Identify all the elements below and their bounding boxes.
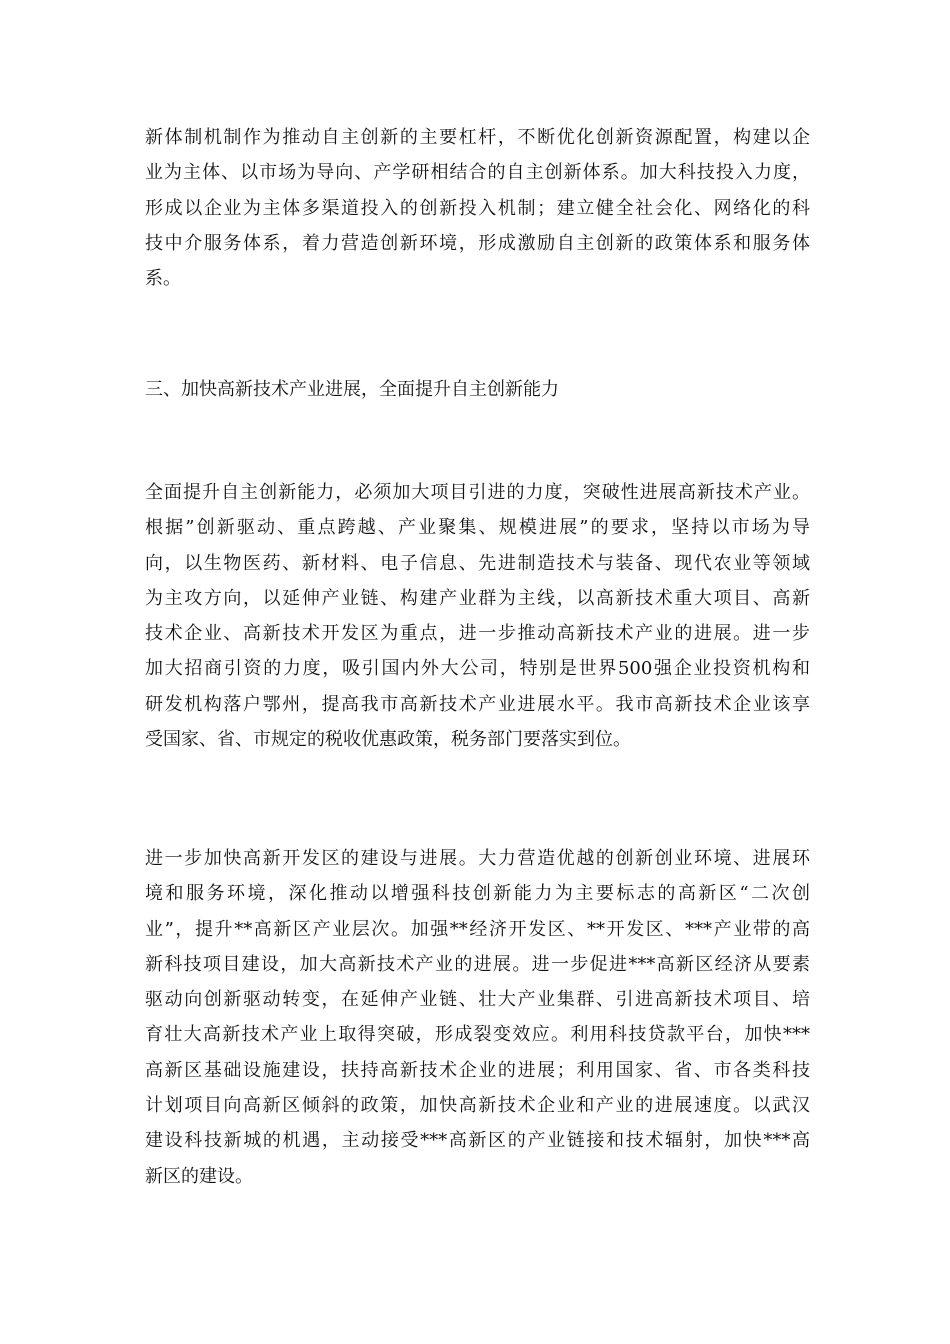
- text-line: 业”，提升**高新区产业层次。加强**经济开发区、**开发区、***产业带的高: [145, 918, 810, 940]
- text-line: 形成以企业为主体多渠道投入的创新投入机制；建立健全社会化、网络化的科: [145, 197, 810, 219]
- text-line: 新区的建设。: [145, 1165, 253, 1187]
- text-line: 技术企业、高新技术开发区为重点，进一步推动高新技术产业的进展。进一步: [145, 623, 810, 645]
- text-line: 境和服务环境，深化推动以增强科技创新能力为主要标志的高新区“二次创: [145, 883, 810, 905]
- section-heading: [145, 372, 810, 407]
- text-line: 为主攻方向，以延伸产业链、构建产业群为主线，以高新技术重大项目、高新: [145, 587, 810, 609]
- text-line: 研发机构落户鄂州，提高我市高新技术产业进展水平。我市高新技术企业该享: [145, 693, 810, 715]
- paragraph-1: [145, 120, 810, 296]
- text-line: 加大招商引资的力度，吸引国内外大公司，特别是世界500强企业投资机构和: [145, 658, 810, 680]
- text-line: 业为主体、以市场为导向、产学研相结合的自主创新体系。加大科技投入力度，: [145, 162, 810, 184]
- text-line: 进一步加快高新开发区的建设与进展。大力营造优越的创新创业环境、进展环: [145, 848, 810, 869]
- text-line: 育壮大高新技术产业上取得突破，形成裂变效应。利用科技贷款平台，加快***: [145, 1024, 810, 1046]
- text-line: 新体制机制作为推动自主创新的主要杠杆，不断优化创新资源配置，构建以企: [145, 127, 810, 148]
- text-line: 高新区基础设施建设，扶持高新技术企业的进展；利用国家、省、市各类科技: [145, 1059, 810, 1081]
- text-line: 驱动向创新驱动转变，在延伸产业链、壮大产业集群、引进高新技术项目、培: [145, 989, 810, 1011]
- text-line: 系。: [145, 268, 181, 290]
- paragraph-3: [145, 841, 810, 1194]
- paragraph-2: [145, 475, 810, 757]
- text-line: 根据”创新驱动、重点跨越、产业聚集、规模进展”的要求，坚持以市场为导: [145, 517, 810, 539]
- text-line: 向，以生物医药、新材料、电子信息、先进制造技术与装备、现代农业等领域: [145, 552, 810, 574]
- heading-text: 三、加快高新技术产业进展，全面提升自主创新能力: [145, 379, 559, 400]
- text-line: 技中介服务体系，着力营造创新环境，形成激励自主创新的政策体系和服务体: [145, 232, 810, 254]
- text-line: 新科技项目建设，加大高新技术产业的进展。进一步促进***高新区经济从要素: [145, 953, 810, 975]
- text-line: 受国家、省、市规定的税收优惠政策，税务部门要落实到位。: [145, 729, 631, 751]
- text-line: 计划项目向高新区倾斜的政策，加快高新技术企业和产业的进展速度。以武汉: [145, 1095, 810, 1117]
- text-line: 全面提升自主创新能力，必须加大项目引进的力度，突破性进展高新技术产业。: [145, 482, 810, 503]
- text-line: 建设科技新城的机遇，主动接受***高新区的产业链接和技术辐射，加快***高: [145, 1130, 810, 1152]
